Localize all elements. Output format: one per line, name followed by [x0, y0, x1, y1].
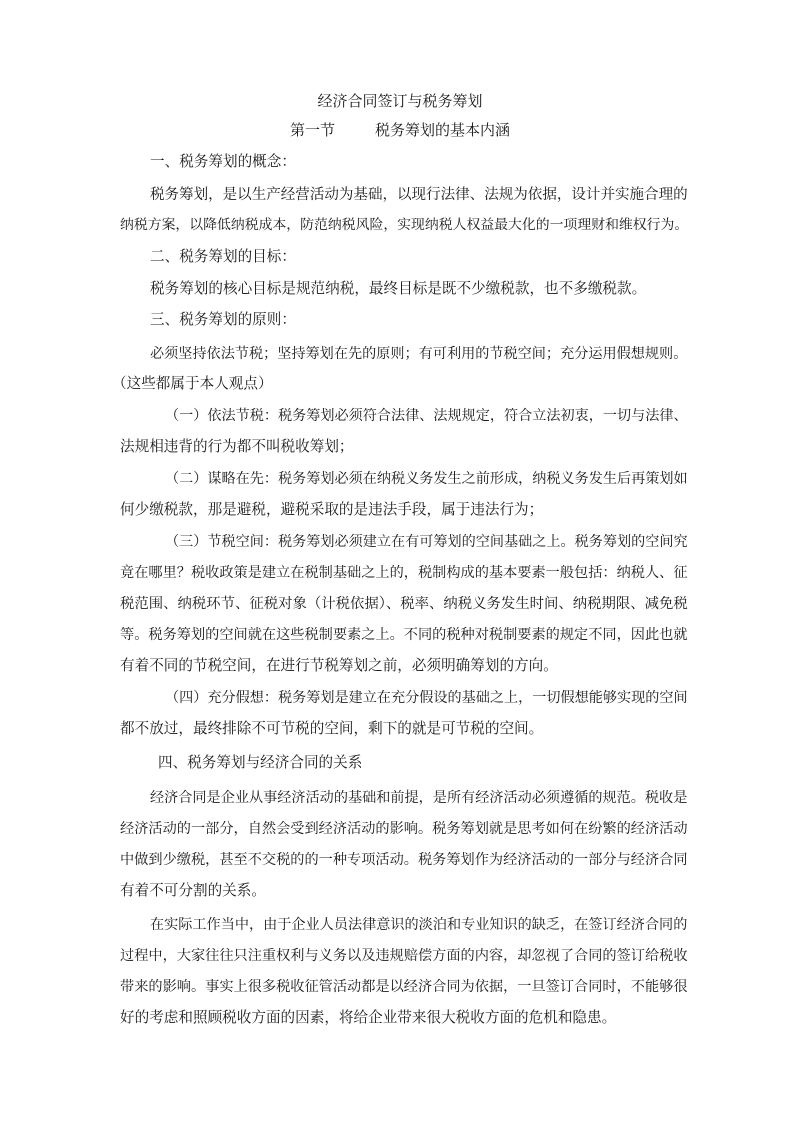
paragraph-line: 中做到少缴税，甚至不交税的的一种专项活动。税务筹划作为经济活动的一部分与经济合同: [120, 852, 688, 868]
heading-goal: 二、税务筹划的目标：: [150, 248, 296, 265]
paragraph-line: （四）充分假想：税务筹划是建立在充分假设的基础之上，一切假想能够实现的空间: [165, 690, 688, 706]
heading-relationship: 四、税务筹划与经济合同的关系: [158, 754, 363, 771]
paragraph-line: 等。税务筹划的空间就在这些税制要素之上。不同的税种对税制要素的规定不同，因此也就: [120, 627, 688, 643]
section-heading: [0, 119, 800, 141]
paragraph-line: 法规相违背的行为都不叫税收筹划；: [120, 438, 354, 455]
paragraph-line: 税范围、纳税环节、征税对象（计税依据）、税率、纳税义务发生时间、纳税期限、减免税: [120, 596, 688, 612]
paragraph-line: 何少缴税款，那是避税，避税采取的是违法手段，属于违法行为；: [120, 501, 544, 518]
paragraph-line: （二）谋略在先：税务筹划必须在纳税义务发生之前形成，纳税义务发生后再策划如: [165, 471, 688, 487]
paragraph-line: 纳税方案，以降低纳税成本，防范纳税风险，实现纳税人权益最大化的一项理财和维权行为。: [120, 217, 689, 233]
paragraph-line: 都不放过，最终排除不可节税的空间，剩下的就是可节税的空间。: [120, 720, 544, 737]
paragraph-line: （这些都属于本人观点）: [112, 375, 273, 392]
paragraph-line: 竟在哪里？税收政策是建立在税制基础之上的，税制构成的基本要素一般包括：纳税人、征: [120, 565, 688, 581]
paragraph-line: 有着不同的节税空间，在进行节税筹划之前，必须明确筹划的方向。: [120, 657, 558, 674]
section-number: 第一节: [289, 121, 335, 139]
heading-concept: 一、税务筹划的概念：: [150, 153, 296, 170]
paragraph-line: 过程中，大家往往只注重权利与义务以及违规赔偿方面的内容，却忽视了合同的签订给税收: [120, 948, 688, 964]
paragraph-line: 好的考虑和照顾税收方面的因素，将给企业带来很大税收方面的危机和隐患。: [120, 1009, 617, 1026]
heading-principles: 三、税务筹划的原则：: [150, 311, 296, 328]
document-title: 经济合同签订与税务筹划: [317, 92, 483, 110]
paragraph-line: （一）依法节税：税务筹划必须符合法律、法规规定，符合立法初衷，一切与法律、: [165, 408, 688, 424]
paragraph-line: 税务筹划的核心目标是规范纳税，最终目标是既不少缴税款，也不多缴税款。: [150, 280, 647, 297]
section-name: 税务筹划的基本内涵: [375, 121, 511, 139]
paragraph-line: 带来的影响。事实上很多税收征管活动都是以经济合同为依据，一旦签订合同时，不能够很: [120, 979, 688, 995]
paragraph-line: （三）节税空间：税务筹划必须建立在有可筹划的空间基础之上。税务筹划的空间究: [165, 534, 688, 550]
paragraph-line: 税务筹划，是以生产经营活动为基础，以现行法律、法规为依据，设计并实施合理的: [150, 187, 688, 203]
paragraph-line: 在实际工作当中，由于企业人员法律意识的淡泊和专业知识的缺乏，在签订经济合同的: [150, 917, 688, 933]
paragraph-line: 有着不可分割的关系。: [120, 882, 266, 899]
paragraph-line: 经济合同是企业从事经济活动的基础和前提，是所有经济活动必须遵循的规范。税收是: [150, 790, 688, 806]
paragraph-line: 经济活动的一部分，自然会受到经济活动的影响。税务筹划就是思考如何在纷繁的经济活动: [120, 821, 688, 837]
paragraph-line: 必须坚持依法节税；坚持筹划在先的原则；有可利用的节税空间；充分运用假想规则。: [150, 346, 688, 362]
